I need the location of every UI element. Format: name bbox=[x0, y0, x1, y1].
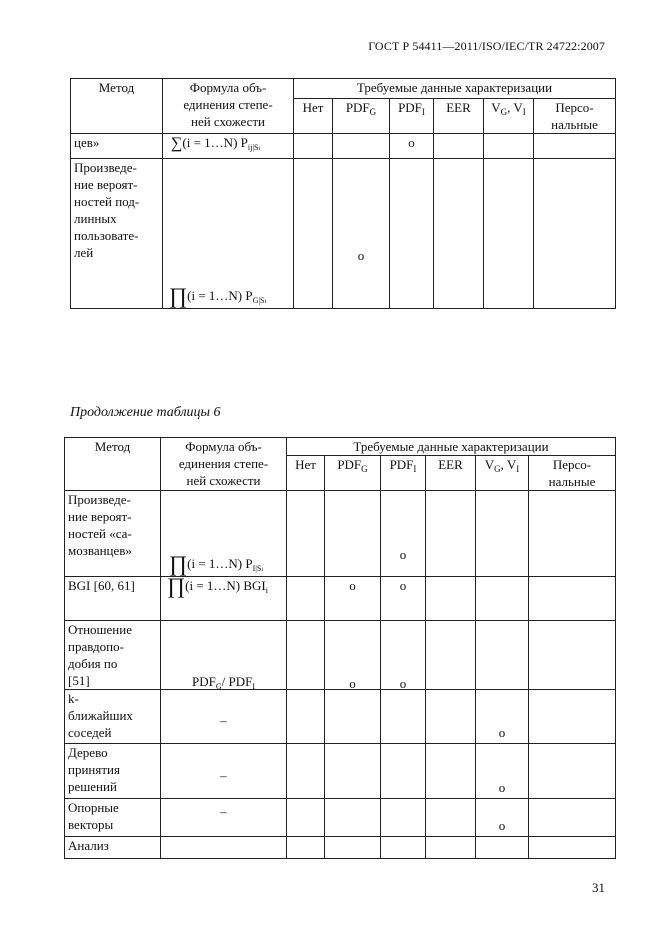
col-net: Нет bbox=[287, 456, 325, 491]
method-cell: цев» bbox=[71, 134, 163, 159]
product-symbol: ∏ bbox=[169, 551, 188, 576]
page-number: 31 bbox=[592, 880, 605, 895]
mark-pdfi: o bbox=[390, 134, 434, 159]
method-cell: Произведе- ние вероят- ностей «са- мозванцев» bbox=[65, 491, 161, 577]
col-vg-vi: $V_G$, $V_I$ bbox=[484, 99, 534, 134]
mark-vg-vi: o bbox=[476, 744, 529, 799]
table-2 bbox=[64, 437, 616, 859]
product-symbol: ∏ bbox=[167, 573, 186, 598]
mark-pdfi: o bbox=[381, 491, 426, 577]
formula-cell: ∑(i = 1…N) $P_{ij|Si}$ bbox=[163, 134, 294, 159]
method-cell: Произведе- ние вероят- ностей под- линных пользовате- лей bbox=[71, 159, 163, 309]
method-cell: Отношение правдопо- добия по [51] bbox=[65, 621, 161, 690]
col-vg-vi: $V_G$, $V_I$ bbox=[476, 456, 529, 491]
formula-cell: – bbox=[161, 744, 287, 799]
mark-vg-vi: o bbox=[476, 690, 529, 744]
formula-header: Формула объ- единения степе- ней схожести bbox=[163, 79, 294, 134]
formula-cell: ∏(i = 1…N) $BGI_i$ bbox=[161, 577, 287, 621]
method-cell: BGI [60, 61] bbox=[65, 577, 161, 621]
col-pdfi: $PDF_I$ bbox=[381, 456, 426, 491]
product-symbol: ∏ bbox=[169, 283, 188, 308]
sum-symbol: ∑ bbox=[171, 135, 183, 152]
table-row bbox=[65, 491, 616, 577]
mark-pdfg: o bbox=[325, 577, 381, 621]
method-cell: Опорные векторы bbox=[65, 799, 161, 837]
formula-cell: – bbox=[161, 690, 287, 744]
formula-cell: – bbox=[161, 799, 287, 837]
mark-pdfi: o bbox=[381, 621, 426, 690]
standard-code: ГОСТ Р 54411—2011/ISO/IEC/TR 24722:2007 bbox=[368, 39, 605, 53]
method-cell: Дерево принятия решений bbox=[65, 744, 161, 799]
col-personal: Персо- нальные bbox=[529, 456, 616, 491]
table-row bbox=[71, 134, 616, 159]
mark-pdfi: o bbox=[381, 577, 426, 621]
table-row bbox=[65, 577, 616, 621]
table-row bbox=[65, 690, 616, 744]
col-net: Нет bbox=[294, 99, 333, 134]
col-pdfg: $PDF_G$ bbox=[333, 99, 390, 134]
col-eer: EER bbox=[426, 456, 476, 491]
method-header: Метод bbox=[65, 438, 161, 491]
method-cell: k- ближайших соседей bbox=[65, 690, 161, 744]
formula-cell: ∏(i = 1…N) $P_{G|Si}$ bbox=[163, 159, 294, 309]
mark-pdfg: o bbox=[333, 159, 390, 309]
table-row bbox=[65, 744, 616, 799]
formula-cell: $PDF_G/$ $PDF_I$ bbox=[161, 621, 287, 690]
table-1 bbox=[70, 78, 616, 309]
mark-pdfg: o bbox=[325, 621, 381, 690]
table-row bbox=[65, 621, 616, 690]
method-cell: Анализ bbox=[65, 837, 161, 859]
col-pdfi: $PDF_I$ bbox=[390, 99, 434, 134]
col-eer: EER bbox=[434, 99, 484, 134]
table-row bbox=[71, 159, 616, 309]
required-data-header: Требуемые данные характеризации bbox=[287, 438, 616, 456]
formula-cell: ∏(i = 1…N) $P_{I|Si}$ bbox=[161, 491, 287, 577]
col-personal: Персо- нальные bbox=[534, 99, 616, 134]
formula-header: Формула объ- единения степе- ней схожести bbox=[161, 438, 287, 491]
table-row bbox=[65, 837, 616, 859]
table-caption: Продолжение таблицы 6 bbox=[70, 405, 221, 420]
method-header: Метод bbox=[71, 79, 163, 134]
table-row bbox=[65, 799, 616, 837]
required-data-header: Требуемые данные характеризации bbox=[294, 79, 616, 99]
col-pdfg: $PDF_G$ bbox=[325, 456, 381, 491]
mark-vg-vi: o bbox=[476, 799, 529, 837]
